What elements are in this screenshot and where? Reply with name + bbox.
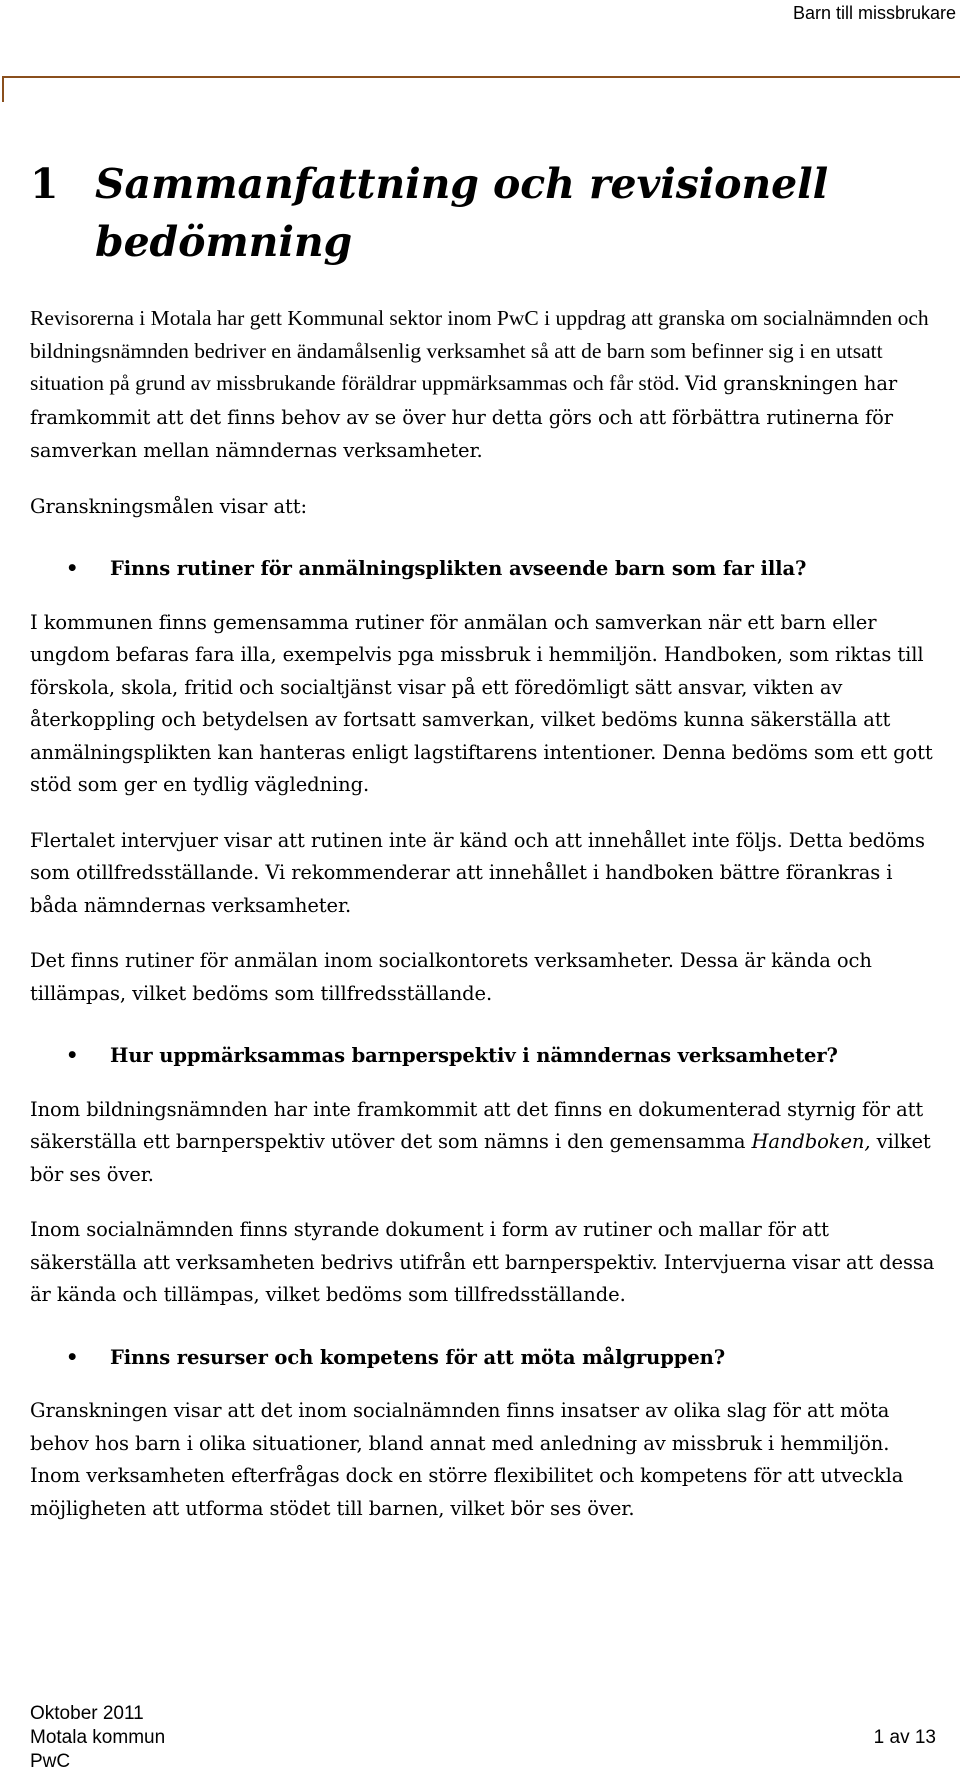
- section-title: Sammanfattning och revisionell bedömning: [95, 160, 829, 266]
- question-1-paragraph-2: Flertalet intervjuer visar att rutinen inte är känd och att innehållet inte följs. Detta bedöms som otillfredsställande. Vi rekommenderar att innehållet i handboken bättre förankras i båda nämndernas verksamheter.: [30, 828, 925, 917]
- running-header-title: Barn till missbrukare: [792, 3, 956, 23]
- bullet-marker: •: [66, 557, 79, 580]
- footer-date: Oktober 2011: [30, 1703, 144, 1724]
- intro-sentence-2: Vid granskningen har framkommit att det finns behov av se över hur detta görs och att förbättra rutinerna för samverkan mellan nämndernas verksamheter.: [30, 372, 898, 462]
- header-rule-corner: [2, 76, 4, 102]
- goals-intro-paragraph: Granskningsmålen visar att:: [30, 494, 307, 518]
- section-number: 1: [30, 160, 59, 208]
- question-2-paragraph-1-start: Inom bildningsnämnden har inte framkommit att det finns en dokumenterad styrnig för att säkerställa ett barnperspektiv utöver det som nämns i den gemensamma: [30, 1097, 924, 1153]
- main-content: [30, 155, 940, 1548]
- intro-sentence-1: Revisorerna i Motala har gett Kommunal sektor inom PwC i uppdrag att granska om socialnämnden och bildningsnämnden bedriver en ändamålsenlig verksamhet så att de barn som befinner sig i en utsatt situation på grund av missbrukande föräldrar uppmärksammas och får stöd.: [30, 306, 929, 395]
- handbook-title: Handboken,: [751, 1130, 871, 1153]
- intro-paragraph: [30, 302, 940, 468]
- bullet-marker: •: [66, 1044, 79, 1067]
- bullet-question-2-text: Hur uppmärksammas barnperspektiv i nämndernas verksamheter?: [110, 1044, 838, 1067]
- bullet-question-2: [30, 1040, 940, 1073]
- bullet-question-1: [30, 553, 940, 586]
- footer-organization: Motala kommun: [30, 1727, 166, 1748]
- header-rule: [2, 76, 960, 78]
- question-3-paragraph-1: Granskningen visar att det inom socialnämnden finns insatser av olika slag för att möta behov hos barn i olika situationer, bland annat med anledning av missbruk i hemmiljön. Inom verksamheten efterfrågas dock en större flexibilitet och kompetens för att utveckla möjligheten att utforma stödet till barnen, vilket bör ses över.: [30, 1399, 904, 1520]
- bullet-question-1-text: Finns rutiner för anmälningsplikten avseende barn som far illa?: [110, 557, 807, 580]
- question-1-paragraph-3: Det finns rutiner för anmälan inom socialkontorets verksamheter. Dessa är kända och tillämpas, vilket bedöms som tillfredsställande.: [30, 949, 872, 1005]
- question-2-paragraph-1: [30, 1094, 940, 1192]
- footer-left: [30, 1702, 165, 1774]
- section-heading: [30, 155, 940, 271]
- question-1-paragraph-1: I kommunen finns gemensamma rutiner för anmälan och samverkan när ett barn eller ungdom befaras fara illa, exempelvis pga missbruk i hemmiljön. Handboken, som riktas till förskola, skola, fritid och socialtjänst visar på ett föredömligt sätt ansvar, vikten av återkoppling och betydelsen av fortsatt samverkan, vilket bedöms kunna säkerställa att anmälningsplikten kan hanteras enligt lagstiftarens intentioner. Denna bedöms som ett gott stöd som ger en tydlig vägledning.: [30, 610, 933, 796]
- bullet-marker: •: [66, 1345, 79, 1369]
- question-2-paragraph-2: Inom socialnämnden finns styrande dokument i form av rutiner och mallar för att säkerställa att verksamheten bedrivs utifrån ett barnperspektiv. Intervjuerna visar att dessa är kända och tillämpas, vilket bedöms som tillfredsställande.: [30, 1218, 935, 1306]
- footer-page-indicator: 1 av 13: [873, 1727, 936, 1748]
- bullet-question-3-text: Finns resurser och kompetens för att möta målgruppen?: [110, 1345, 726, 1369]
- bullet-question-3: [30, 1342, 940, 1375]
- question-2-paragraph-1-end: vilket bör ses över.: [30, 1130, 931, 1186]
- footer-firm: PwC: [30, 1751, 71, 1772]
